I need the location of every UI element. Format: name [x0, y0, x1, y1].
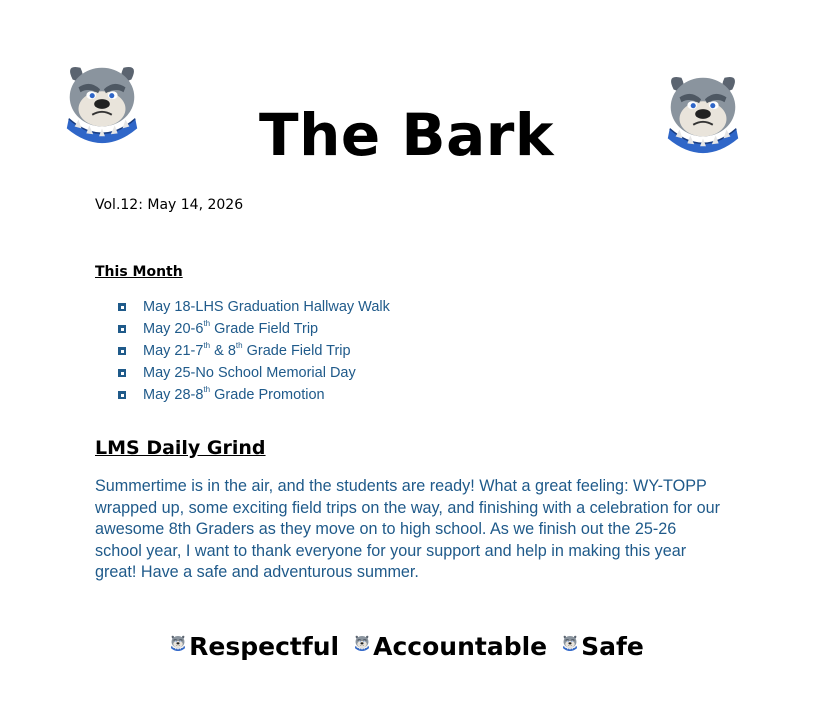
- square-bullet-icon: [118, 347, 126, 355]
- event-text: May 25-No School Memorial Day: [143, 365, 356, 381]
- list-item: [118, 384, 390, 406]
- list-item: [118, 362, 390, 384]
- square-bullet-icon: [118, 303, 126, 311]
- square-bullet-icon: [118, 391, 126, 399]
- bulldog-mascot-icon: [353, 634, 371, 652]
- event-text: May 21-7th & 8th Grade Field Trip: [143, 341, 351, 359]
- square-bullet-icon: [118, 369, 126, 377]
- daily-grind-body: Summertime is in the air, and the students are ready! What a great feeling: WY-TOPP wrapped up, some exciting field trips on the way, and finishing with a celebration for our awesome 8th Graders as they move on to high school. As we finish out the 25-26 school year, I want to thank everyone for your support and help in making this year great! Have a safe and adventurous summer.: [95, 477, 721, 581]
- issue-volume-date: Vol.12: May 14, 2026: [95, 197, 244, 213]
- value-accountable: Accountable: [353, 632, 547, 661]
- list-item: [118, 340, 390, 362]
- event-text: May 18-LHS Graduation Hallway Walk: [143, 299, 390, 315]
- list-item: [118, 296, 390, 318]
- school-values: [0, 632, 813, 661]
- value-respectful: Respectful: [169, 632, 339, 661]
- this-month-heading: This Month: [95, 264, 183, 280]
- event-text: May 28-8th Grade Promotion: [143, 385, 325, 403]
- square-bullet-icon: [118, 325, 126, 333]
- event-text: May 20-6th Grade Field Trip: [143, 319, 319, 337]
- newsletter-title: The Bark: [259, 101, 554, 169]
- list-item: [118, 318, 390, 340]
- bulldog-mascot-icon: [169, 634, 187, 652]
- bulldog-mascot-icon: [561, 634, 579, 652]
- value-safe: Safe: [561, 632, 644, 661]
- daily-grind-heading: LMS Daily Grind: [95, 437, 266, 459]
- event-list: [118, 296, 390, 406]
